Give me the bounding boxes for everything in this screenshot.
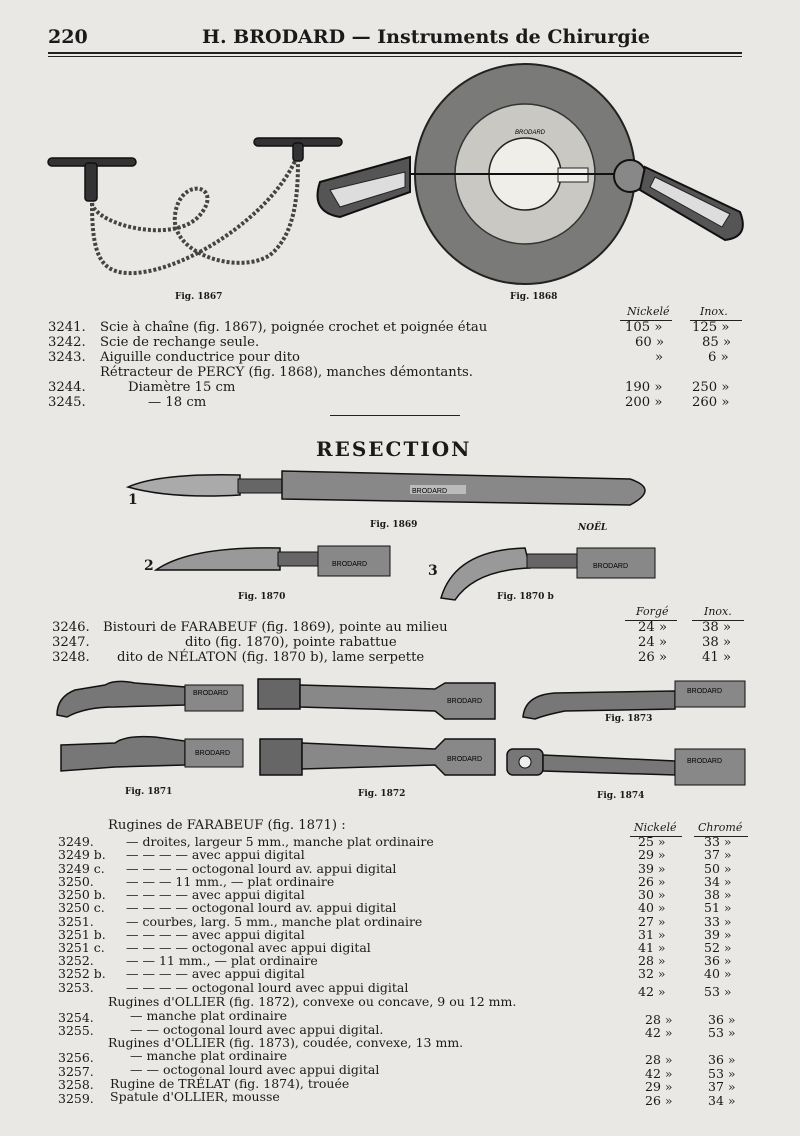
- row-ref: 3255.: [58, 1023, 94, 1038]
- page-title: H. BRODARD — Instruments de Chirurgie: [202, 26, 650, 48]
- row-ref: 3251.: [58, 914, 94, 929]
- figure-number-1: 1: [128, 492, 138, 508]
- row-price-1: 105 »: [625, 320, 663, 335]
- row-desc: dito de NÉLATON (fig. 1870 b), lame serpette: [117, 650, 425, 665]
- row-desc: — — — — avec appui digital: [126, 847, 305, 862]
- row-price-2: 41 »: [702, 650, 732, 665]
- brand-mark: BRODARD: [332, 561, 368, 568]
- row-price-2: 33 »: [704, 834, 732, 849]
- row-desc: — — — — octogonal avec appui digital: [126, 940, 371, 955]
- row-price-1: 190 »: [625, 380, 663, 395]
- row-desc: — manche plat ordinaire: [130, 1008, 288, 1023]
- row-desc: — — — 11 mm., — plat ordinaire: [126, 874, 335, 889]
- svg-text:BRODARD: BRODARD: [687, 688, 723, 695]
- row-desc: — — — — octogonal lourd av. appui digital: [126, 900, 397, 915]
- row-desc: — — 11 mm., — plat ordinaire: [126, 953, 318, 968]
- row-price-2: 37 »: [704, 847, 732, 862]
- row-price-1: 24 »: [638, 635, 668, 650]
- row-price-2: 53 »: [704, 984, 732, 999]
- row-price-1: 28 »: [645, 1012, 673, 1027]
- row-price-2: 125 »: [692, 320, 730, 335]
- row-price-2: 250 »: [692, 380, 730, 395]
- svg-text:BRODARD: BRODARD: [687, 758, 723, 765]
- row-desc: — — — — avec appui digital: [126, 966, 305, 981]
- row-desc: dito (fig. 1870), pointe rabattue: [185, 635, 397, 650]
- row-ref: 3247.: [52, 635, 90, 650]
- row-price-2: 6 »: [708, 350, 729, 365]
- retractor-illustration: [310, 62, 750, 297]
- figure-number-3: 3: [428, 563, 438, 579]
- row-desc: — droites, largeur 5 mm., manche plat ordinaire: [126, 834, 434, 849]
- scalpel-1870-illustration: [150, 540, 395, 585]
- row-ref: 3242.: [48, 335, 86, 350]
- row-ref: 3243.: [48, 350, 86, 365]
- svg-text:BRODARD: BRODARD: [195, 750, 231, 757]
- row-price-2: 36 »: [708, 1012, 736, 1027]
- row-price-1: 42 »: [638, 984, 666, 999]
- row-ref: 3252.: [58, 953, 94, 968]
- row-ref: 3258.: [58, 1077, 94, 1092]
- brand-mark: BRODARD: [593, 563, 629, 570]
- brand-mark: BRODARD: [515, 130, 546, 136]
- engraver-signature: NOËL: [578, 523, 608, 533]
- row-desc: — — — — avec appui digital: [126, 887, 305, 902]
- row-desc: Scie à chaîne (fig. 1867), poignée crochet et poignée étau: [100, 320, 488, 335]
- row-ref: 3245.: [48, 395, 86, 410]
- row-ref: 3252 b.: [58, 966, 106, 981]
- row-price-2: 37 »: [708, 1079, 736, 1094]
- fig-1873-caption: Fig. 1873: [605, 714, 653, 724]
- section-heading-ollier: Rugines d'OLLIER (fig. 1872), convexe ou concave, 9 ou 12 mm.: [108, 994, 517, 1009]
- row-price-1: 30 »: [638, 887, 666, 902]
- col-header-chrome: Chromé: [698, 821, 743, 834]
- row-desc: — — — — octogonal lourd av. appui digital: [126, 861, 397, 876]
- row-price-2: 38 »: [702, 635, 732, 650]
- row-ref: 3251 c.: [58, 940, 105, 955]
- row-price-1: 24 »: [638, 620, 668, 635]
- row-price-1: 31 »: [638, 927, 666, 942]
- row-ref: 3259.: [58, 1091, 94, 1106]
- row-price-2: 39 »: [704, 927, 732, 942]
- row-price-1: 39 »: [638, 861, 666, 876]
- row-desc: — — — — octogonal lourd avec appui digital: [126, 980, 409, 995]
- row-desc: Scie de rechange seule.: [100, 335, 260, 350]
- row-price-1: 42 »: [645, 1066, 673, 1081]
- row-price-1: 42 »: [645, 1025, 673, 1040]
- fig-1872-caption: Fig. 1872: [358, 789, 406, 799]
- row-desc: — manche plat ordinaire: [130, 1048, 288, 1063]
- row-ref: 3250 b.: [58, 887, 106, 902]
- row-price-1: 26 »: [638, 874, 666, 889]
- row-ref: 3249 c.: [58, 861, 105, 876]
- row-desc: — — — — avec appui digital: [126, 927, 305, 942]
- row-price-2: 260 »: [692, 395, 730, 410]
- row-price-1: 40 »: [638, 900, 666, 915]
- row-ref: 3257.: [58, 1064, 94, 1079]
- figure-number-2: 2: [144, 558, 154, 574]
- row-price-1: 28 »: [638, 953, 666, 968]
- row-price-1: 60 »: [635, 335, 665, 350]
- row-price-2: 51 »: [704, 900, 732, 915]
- row-desc: Spatule d'OLLIER, mousse: [110, 1089, 280, 1104]
- row-price-2: 85 »: [702, 335, 732, 350]
- row-price-1: 41 »: [638, 940, 666, 955]
- row-ref: 3254.: [58, 1010, 94, 1025]
- col-header-nickele: Nickelé: [627, 305, 670, 318]
- fig-1870-caption: Fig. 1870: [238, 592, 286, 602]
- row-price-2: 40 »: [704, 966, 732, 981]
- row-price-1: 26 »: [645, 1093, 673, 1108]
- fig-1867-caption: Fig. 1867: [175, 292, 223, 302]
- fig-1870b-caption: Fig. 1870 b: [497, 592, 554, 602]
- fig-1871-caption: Fig. 1871: [125, 787, 173, 797]
- header-rule-thin: [48, 56, 742, 57]
- brand-mark: BRODARD: [412, 488, 448, 495]
- row-price-2: 36 »: [708, 1052, 736, 1067]
- row-ref: 3251 b.: [58, 927, 106, 942]
- scalpel-1869-illustration: [120, 465, 665, 525]
- row-desc: — courbes, larg. 5 mm., manche plat ordinaire: [126, 914, 423, 929]
- row-ref: 3241.: [48, 320, 86, 335]
- row-price-1: 26 »: [638, 650, 668, 665]
- row-desc: — — octogonal lourd avec appui digital.: [130, 1022, 384, 1037]
- section-title-resection: RESECTION: [316, 437, 472, 461]
- row-ref: 3246.: [52, 620, 90, 635]
- fig-1874-caption: Fig. 1874: [597, 791, 645, 801]
- col-header-inox: Inox.: [704, 605, 732, 618]
- row-desc: Rétracteur de PERCY (fig. 1868), manches démontants.: [100, 365, 473, 380]
- row-desc: — — octogonal lourd avec appui digital: [130, 1062, 380, 1077]
- section-divider: [330, 415, 460, 416]
- row-ref: 3250 c.: [58, 900, 105, 915]
- row-ref: 3253.: [58, 980, 94, 995]
- row-ref: 3249 b.: [58, 847, 106, 862]
- header-rule: [48, 52, 742, 54]
- svg-text:BRODARD: BRODARD: [447, 756, 483, 763]
- row-price-2: 53 »: [708, 1025, 736, 1040]
- section-heading-ollier-1873: Rugines d'OLLIER (fig. 1873), coudée, convexe, 13 mm.: [108, 1035, 464, 1050]
- col-header-nickele: Nickelé: [634, 821, 677, 834]
- row-price-2: 38 »: [704, 887, 732, 902]
- row-desc: Aiguille conductrice pour dito: [100, 350, 300, 365]
- svg-text:BRODARD: BRODARD: [193, 690, 229, 697]
- row-price-1: »: [655, 350, 664, 365]
- row-price-1: 29 »: [638, 847, 666, 862]
- row-price-2: 38 »: [702, 620, 732, 635]
- row-ref: 3249.: [58, 834, 94, 849]
- row-price-2: 53 »: [708, 1066, 736, 1081]
- row-price-2: 34 »: [708, 1093, 736, 1108]
- row-ref: 3250.: [58, 874, 94, 889]
- row-ref: 3248.: [52, 650, 90, 665]
- row-price-2: 50 »: [704, 861, 732, 876]
- col-header-inox: Inox.: [700, 305, 728, 318]
- page-number: 220: [48, 26, 88, 48]
- row-price-2: 36 »: [704, 953, 732, 968]
- row-desc: Bistouri de FARABEUF (fig. 1869), pointe au milieu: [103, 620, 448, 635]
- row-price-1: 200 »: [625, 395, 663, 410]
- row-price-1: 27 »: [638, 914, 666, 929]
- row-desc: Diamètre 15 cm: [128, 380, 236, 395]
- row-price-1: 32 »: [638, 966, 666, 981]
- row-price-1: 29 »: [645, 1079, 673, 1094]
- raspatories-illustrations: [55, 675, 750, 790]
- row-price-1: 25 »: [638, 834, 666, 849]
- row-price-2: 52 »: [704, 940, 732, 955]
- row-ref: 3244.: [48, 380, 86, 395]
- row-ref: 3256.: [58, 1050, 94, 1065]
- section-heading-farabeuf: Rugines de FARABEUF (fig. 1871) :: [108, 818, 346, 833]
- row-price-1: 28 »: [645, 1052, 673, 1067]
- row-desc: Rugine de TRÉLAT (fig. 1874), trouée: [110, 1076, 350, 1091]
- row-desc: — 18 cm: [148, 395, 207, 410]
- svg-text:BRODARD: BRODARD: [447, 698, 483, 705]
- fig-1869-caption: Fig. 1869: [370, 520, 418, 530]
- fig-1868-caption: Fig. 1868: [510, 292, 558, 302]
- row-price-2: 34 »: [704, 874, 732, 889]
- row-price-2: 33 »: [704, 914, 732, 929]
- col-header-forge: Forgé: [636, 605, 669, 618]
